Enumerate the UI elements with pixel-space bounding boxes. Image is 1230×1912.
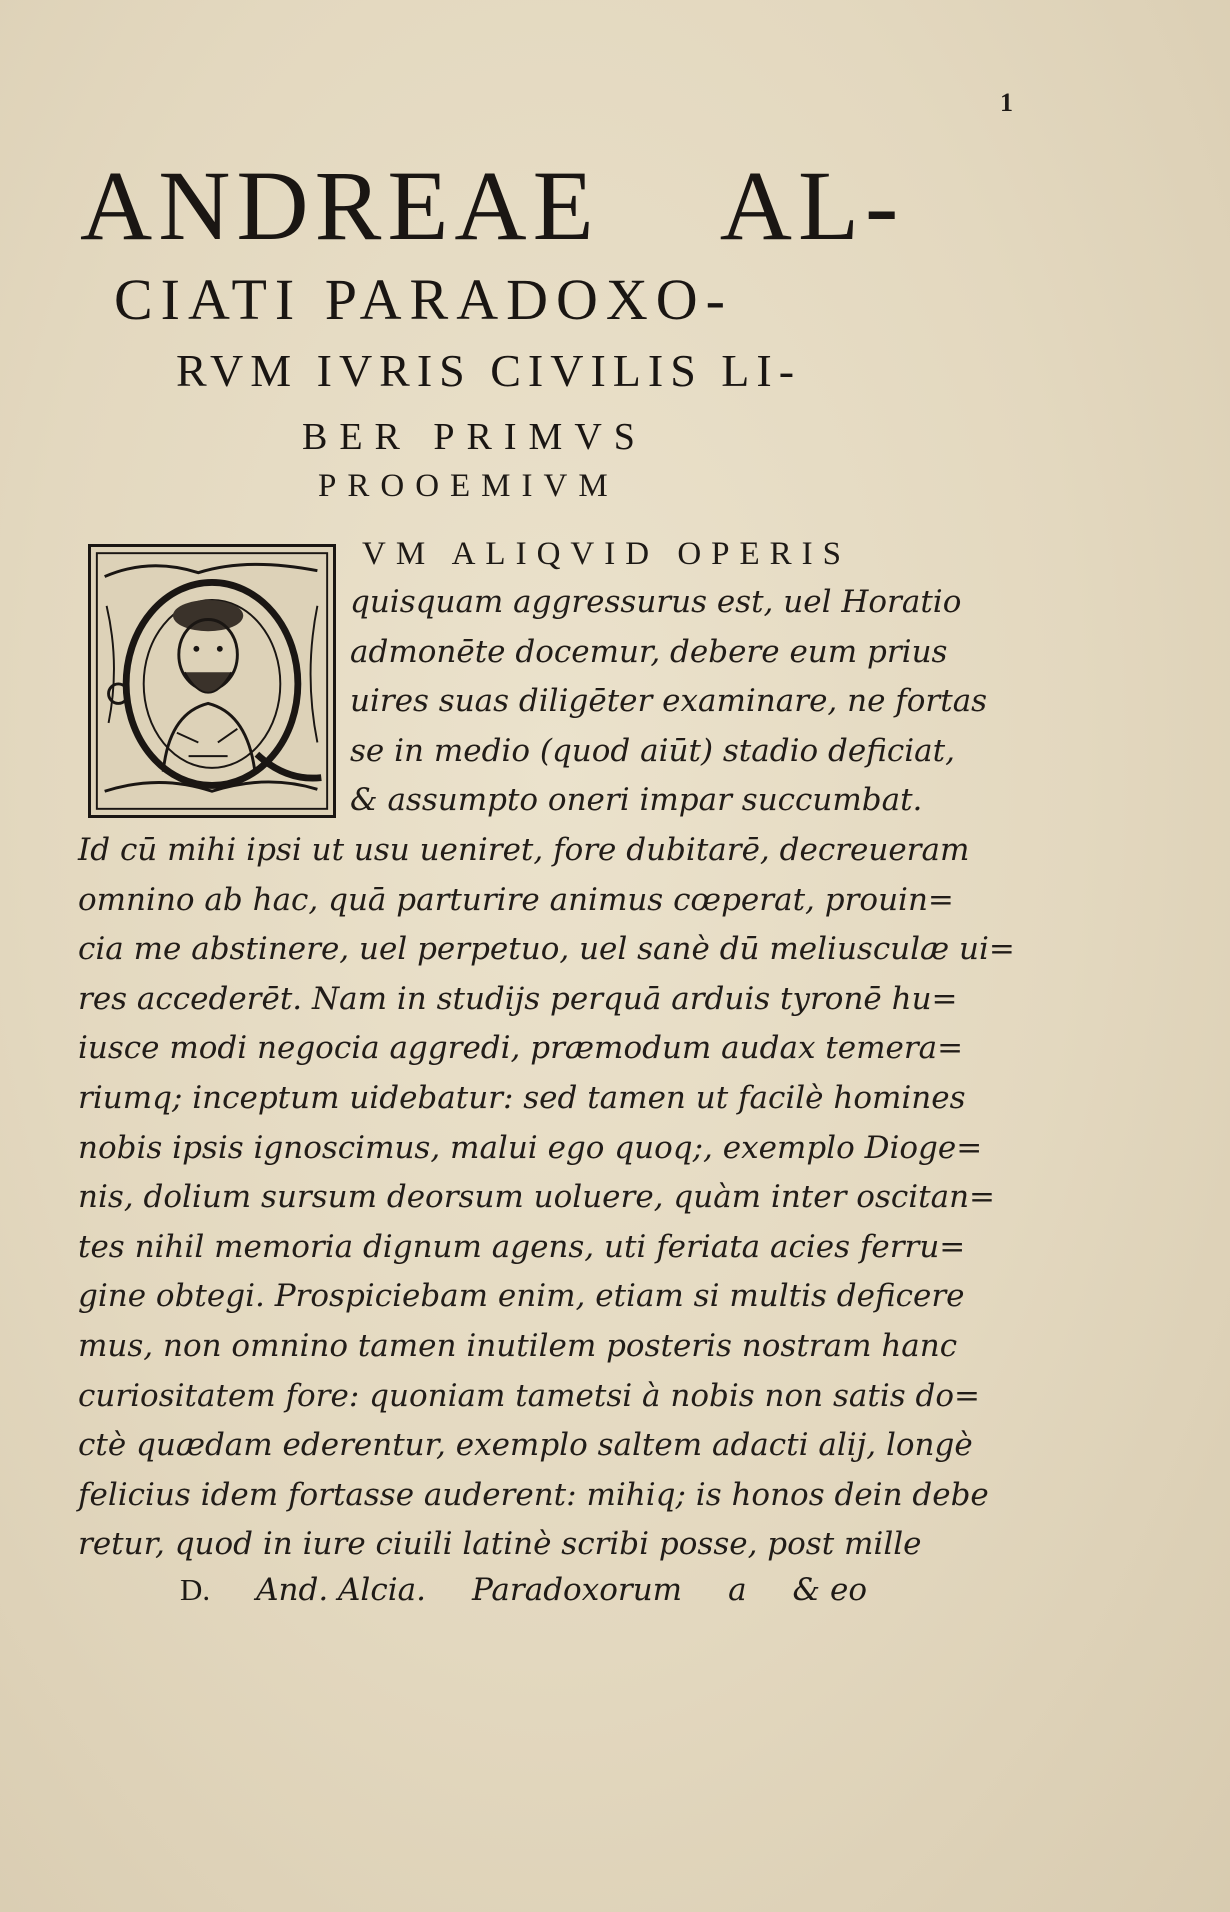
text-line: Id cū mihi ipsi ut usu ueniret, fore dubitarē, decreueram — [78, 831, 970, 868]
opening-capitals: VM ALIQVID OPERIS — [362, 536, 852, 572]
title-line-1 — [80, 150, 960, 262]
text-line: mus, non omnino tamen inutilem posteris nostram hanc — [78, 1327, 958, 1364]
book-title — [80, 150, 960, 470]
title-word-2: AL- — [719, 150, 905, 261]
page-number: 1 — [1000, 88, 1013, 117]
catch-initial: D. — [180, 1572, 211, 1607]
text-line: res accederēt. Nam in studijs perquā arduis tyronē hu= — [78, 980, 958, 1017]
text-line: uires suas diligēter examinare, ne fortas — [350, 683, 988, 720]
text-line: quisquam aggressurus est, uel Horatio — [350, 584, 962, 620]
text-line: gine obtegi. Prospiciebam enim, etiam si multis deficere — [78, 1278, 965, 1315]
title-line-4: BER PRIMVS — [302, 416, 647, 458]
section-heading: PROOEMIVM — [318, 468, 619, 504]
signature-mark: a — [728, 1572, 747, 1608]
text-line: iusce modi negocia aggredi, præmodum audax temera= — [78, 1030, 964, 1067]
text-line: nobis ipsis ignoscimus, malui ego quoq;, exemplo Dioge= — [78, 1129, 983, 1166]
catchword: & eo — [792, 1572, 868, 1608]
prooemium-text — [78, 578, 1015, 1570]
title-word-1: ANDREAE — [80, 150, 600, 261]
text-line: curiositatem fore: quoniam tametsi à nobis non satis do= — [78, 1377, 980, 1414]
text-line: felicius idem fortasse auderent: mihiq; is honos dein debe — [78, 1476, 989, 1513]
text-line: ctè quædam ederentur, exemplo saltem adacti alij, longè — [78, 1427, 973, 1464]
text-line: se in medio (quod aiūt) stadio deficiat, — [350, 732, 955, 769]
text-line: riumq; inceptum uidebatur: sed tamen ut facilè homines — [78, 1079, 966, 1116]
catch-author: And. Alcia. — [256, 1572, 426, 1608]
text-line: & assumpto oneri impar succumbat. — [350, 782, 923, 819]
text-line: nis, dolium sursum deorsum uoluere, quàm inter oscitan= — [78, 1179, 996, 1216]
title-line-2: CIATI PARADOXO- — [114, 267, 733, 332]
text-line: retur, quod in iure ciuili latinè scribi posse, post mille — [78, 1526, 922, 1563]
text-line: cia me abstinere, uel perpetuo, uel sanè dū meliusculæ ui= — [78, 931, 1015, 968]
title-line-3: RVM IVRIS CIVILIS LI- — [176, 345, 802, 396]
text-line: omnino ab hac, quā parturire animus cœperat, prouin= — [78, 881, 954, 918]
text-line: admonēte docemur, debere eum prius — [350, 633, 948, 670]
catch-work: Paradoxorum — [471, 1572, 683, 1608]
text-line: tes nihil memoria dignum agens, uti feriata acies ferru= — [78, 1228, 966, 1265]
catchline — [180, 1572, 913, 1608]
